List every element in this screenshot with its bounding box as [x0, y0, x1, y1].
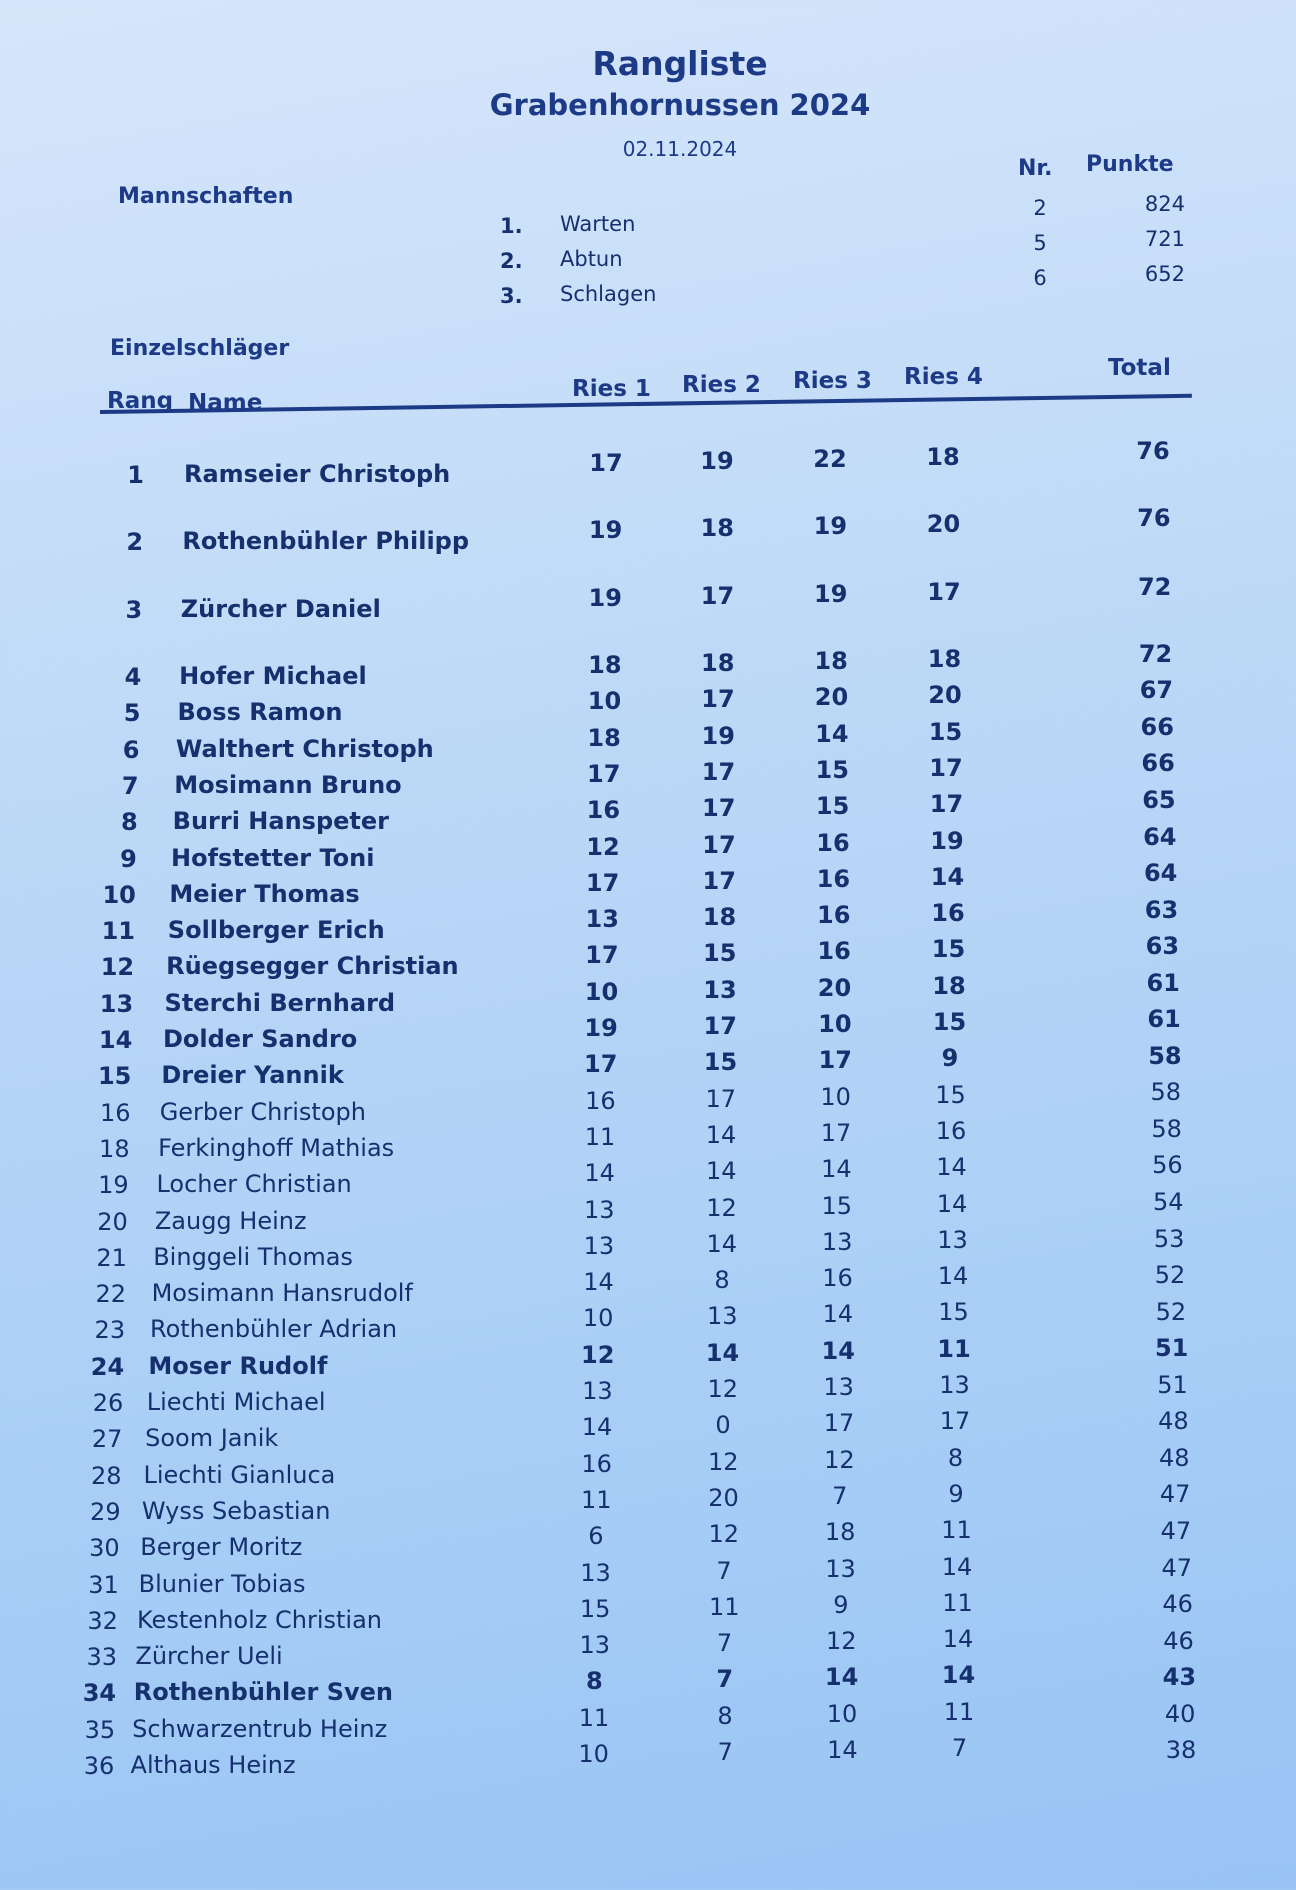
- team-nr: 2: [1033, 196, 1047, 220]
- row-ries1: 19: [588, 516, 623, 544]
- row-total: 51: [1157, 1370, 1188, 1399]
- row-name: Hofstetter Toni: [171, 843, 375, 872]
- row-ries1: 16: [586, 796, 621, 825]
- row-rank: 2: [126, 528, 144, 556]
- col-header-ries1: Ries 1: [572, 376, 651, 402]
- row-ries1: 19: [588, 584, 622, 612]
- row-ries3: 17: [818, 1046, 852, 1075]
- row-ries4: 13: [937, 1225, 968, 1254]
- row-name: Berger Moritz: [140, 1533, 303, 1562]
- row-rank: 4: [124, 663, 142, 691]
- row-ries1: 10: [584, 977, 619, 1006]
- row-ries2: 20: [708, 1483, 739, 1512]
- row-ries3: 16: [822, 1264, 853, 1293]
- row-name: Blunier Tobias: [138, 1569, 306, 1598]
- row-ries2: 18: [701, 649, 735, 677]
- row-total: 46: [1162, 1590, 1193, 1619]
- row-name: Kestenholz Christian: [137, 1605, 383, 1634]
- row-name: Wyss Sebastian: [141, 1496, 331, 1525]
- col-header-total: Total: [1108, 355, 1171, 381]
- table-row: [0, 504, 1296, 556]
- row-rank: 20: [97, 1207, 128, 1236]
- page-date: 02.11.2024: [622, 137, 738, 161]
- row-name: Rüegsegger Christian: [166, 952, 459, 981]
- row-name: Gerber Christoph: [159, 1097, 366, 1126]
- row-rank: 31: [88, 1570, 119, 1599]
- row-rank: 10: [102, 880, 136, 909]
- team-nr: 6: [1033, 266, 1047, 290]
- row-ries3: 15: [815, 792, 850, 821]
- team-name: Schlagen: [560, 282, 657, 306]
- row-rank: 6: [122, 735, 140, 764]
- table-row: [0, 1697, 1296, 1744]
- row-ries2: 14: [706, 1229, 738, 1258]
- table-row: [0, 1516, 1296, 1563]
- table-row: [0, 822, 1296, 873]
- row-total: 63: [1144, 895, 1179, 924]
- row-ries2: 7: [717, 1738, 733, 1766]
- row-rank: 19: [98, 1171, 129, 1200]
- table-row: [0, 1224, 1296, 1272]
- row-ries4: 18: [927, 645, 962, 673]
- row-ries1: 10: [587, 687, 622, 716]
- row-ries1: 13: [585, 905, 619, 934]
- team-points: 824: [1144, 192, 1185, 216]
- row-ries2: 8: [717, 1701, 733, 1730]
- row-ries2: 18: [700, 514, 734, 542]
- row-ries1: 10: [578, 1740, 609, 1768]
- row-ries4: 13: [939, 1371, 970, 1399]
- team-rank: 1.: [500, 214, 523, 238]
- team-points: 721: [1144, 227, 1185, 251]
- row-ries3: 10: [826, 1699, 858, 1728]
- row-ries4: 9: [941, 1044, 959, 1073]
- row-ries3: 10: [820, 1082, 851, 1111]
- row-ries3: 18: [824, 1518, 856, 1547]
- row-name: Mosimann Hansrudolf: [151, 1279, 413, 1308]
- row-rank: 29: [90, 1497, 121, 1526]
- row-total: 54: [1153, 1188, 1184, 1216]
- row-rank: 8: [120, 808, 138, 837]
- row-ries4: 14: [941, 1552, 973, 1581]
- table-row: [0, 1151, 1296, 1200]
- row-ries4: 15: [928, 717, 963, 746]
- row-ries3: 15: [815, 755, 849, 784]
- row-ries3: 14: [821, 1336, 855, 1365]
- row-total: 64: [1143, 859, 1178, 888]
- row-total: 72: [1138, 639, 1173, 668]
- row-name: Althaus Heinz: [130, 1751, 296, 1779]
- table-row: [0, 1297, 1296, 1345]
- table-row: [0, 1588, 1296, 1635]
- row-ries1: 17: [587, 759, 621, 788]
- row-ries3: 14: [824, 1663, 859, 1692]
- row-total: 61: [1147, 1005, 1181, 1034]
- row-rank: 26: [92, 1389, 124, 1417]
- row-ries2: 8: [714, 1266, 730, 1295]
- row-name: Schwarzentrub Heinz: [132, 1714, 388, 1743]
- table-row: [0, 1734, 1296, 1780]
- row-ries3: 13: [825, 1554, 856, 1583]
- table-row: [0, 1479, 1296, 1526]
- row-ries3: 17: [823, 1409, 855, 1438]
- row-ries2: 15: [703, 1048, 738, 1077]
- teams-col-points: Punkte: [1086, 152, 1174, 177]
- row-ries3: 16: [816, 864, 851, 893]
- row-ries4: 17: [929, 753, 963, 782]
- row-ries3: 13: [823, 1373, 854, 1401]
- row-total: 46: [1163, 1626, 1194, 1655]
- row-ries4: 17: [929, 790, 964, 819]
- row-ries1: 11: [578, 1703, 610, 1732]
- row-rank: 12: [100, 953, 135, 982]
- table-row: [0, 895, 1296, 946]
- row-ries1: 18: [588, 651, 622, 679]
- row-ries3: 10: [818, 1010, 852, 1038]
- row-ries4: 20: [928, 681, 962, 710]
- row-total: 66: [1141, 749, 1175, 778]
- row-rank: 5: [123, 699, 141, 728]
- row-ries2: 12: [706, 1193, 737, 1222]
- row-name: Rothenbühler Adrian: [149, 1315, 398, 1344]
- row-ries1: 17: [589, 449, 623, 477]
- row-ries4: 15: [935, 1080, 966, 1109]
- row-ries4: 11: [942, 1588, 973, 1617]
- row-ries4: 18: [926, 443, 960, 471]
- row-name: Ramseier Christoph: [184, 460, 451, 488]
- row-ries3: 19: [814, 580, 848, 608]
- row-rank: 33: [86, 1643, 117, 1672]
- row-ries1: 17: [585, 941, 619, 970]
- table-row: [0, 859, 1296, 909]
- row-ries4: 19: [930, 826, 964, 855]
- individuals-section-label: Einzelschläger: [110, 336, 290, 361]
- row-rank: 28: [90, 1461, 122, 1490]
- row-ries3: 14: [822, 1300, 854, 1329]
- row-rank: 3: [125, 596, 143, 624]
- row-ries1: 16: [581, 1449, 612, 1478]
- row-rank: 7: [121, 771, 139, 800]
- row-ries1: 13: [580, 1558, 611, 1587]
- row-name: Binggeli Thomas: [153, 1242, 353, 1271]
- row-ries3: 13: [821, 1227, 853, 1256]
- row-rank: 34: [82, 1679, 117, 1708]
- col-header-ries3: Ries 3: [793, 368, 872, 394]
- row-ries2: 13: [706, 1302, 738, 1331]
- row-ries2: 7: [716, 1556, 732, 1585]
- row-ries2: 17: [701, 685, 735, 714]
- table-row: [0, 932, 1296, 982]
- row-ries3: 17: [820, 1118, 852, 1147]
- team-rank: 3.: [500, 284, 523, 308]
- row-name: Soom Janik: [145, 1424, 279, 1453]
- row-ries3: 14: [815, 719, 849, 748]
- row-total: 61: [1146, 968, 1180, 997]
- row-ries1: 14: [581, 1413, 613, 1442]
- row-rank: 22: [95, 1280, 126, 1309]
- row-total: 58: [1151, 1114, 1182, 1143]
- row-total: 40: [1164, 1699, 1196, 1728]
- row-total: 47: [1159, 1480, 1191, 1509]
- row-name: Locher Christian: [156, 1170, 352, 1199]
- row-total: 48: [1158, 1407, 1189, 1436]
- row-name: Liechti Gianluca: [143, 1460, 336, 1489]
- row-ries1: 13: [583, 1195, 615, 1224]
- row-total: 67: [1139, 676, 1174, 705]
- row-total: 76: [1137, 504, 1171, 533]
- row-ries4: 11: [937, 1334, 971, 1363]
- row-ries4: 15: [938, 1298, 969, 1327]
- row-ries4: 11: [941, 1516, 972, 1545]
- row-ries4: 17: [927, 578, 961, 606]
- row-ries3: 20: [817, 973, 852, 1002]
- row-ries2: 17: [705, 1084, 737, 1113]
- row-ries2: 11: [708, 1592, 740, 1621]
- row-ries2: 14: [705, 1157, 737, 1186]
- row-ries4: 14: [937, 1262, 969, 1291]
- row-rank: 24: [90, 1352, 125, 1381]
- row-ries2: 12: [708, 1520, 740, 1549]
- row-total: 47: [1160, 1516, 1192, 1545]
- row-ries1: 12: [586, 832, 620, 861]
- row-ries1: 14: [584, 1159, 615, 1188]
- row-ries1: 18: [587, 723, 621, 752]
- row-ries1: 11: [580, 1485, 612, 1514]
- row-total: 66: [1140, 712, 1174, 741]
- row-name: Liechti Michael: [146, 1388, 326, 1416]
- row-ries2: 12: [707, 1447, 739, 1476]
- table-row: [0, 1261, 1296, 1309]
- row-rank: 36: [83, 1752, 115, 1780]
- row-total: 72: [1137, 572, 1172, 601]
- row-name: Sterchi Bernhard: [164, 988, 396, 1017]
- row-total: 58: [1150, 1078, 1182, 1107]
- row-ries3: 20: [814, 683, 849, 712]
- row-rank: 14: [98, 1026, 133, 1054]
- row-name: Hofer Michael: [179, 662, 367, 690]
- row-ries1: 12: [581, 1340, 615, 1369]
- row-ries1: 10: [582, 1304, 614, 1333]
- row-ries3: 19: [813, 512, 848, 540]
- team-nr: 5: [1033, 231, 1047, 255]
- row-name: Rothenbühler Sven: [133, 1678, 393, 1707]
- table-row: [0, 572, 1296, 624]
- table-row: [0, 1407, 1296, 1454]
- row-ries2: 7: [716, 1629, 733, 1658]
- row-ries4: 14: [941, 1661, 976, 1690]
- row-ries1: 6: [588, 1522, 604, 1551]
- col-header-rank: Rang: [107, 388, 174, 414]
- table-row: [0, 1334, 1296, 1381]
- row-total: 48: [1158, 1443, 1190, 1472]
- row-ries1: 17: [584, 1050, 618, 1079]
- row-ries3: 16: [817, 937, 851, 966]
- row-name: Rothenbühler Philipp: [182, 527, 470, 555]
- row-ries3: 14: [827, 1736, 858, 1764]
- row-ries2: 17: [701, 757, 736, 786]
- row-ries4: 16: [935, 1116, 967, 1145]
- row-name: Dolder Sandro: [162, 1025, 358, 1053]
- team-name: Warten: [560, 212, 636, 236]
- row-ries3: 22: [813, 445, 847, 473]
- col-header-ries4: Ries 4: [904, 364, 983, 390]
- row-ries2: 18: [702, 903, 737, 932]
- row-ries4: 8: [947, 1443, 964, 1472]
- table-row: [0, 1443, 1296, 1490]
- row-ries2: 17: [702, 866, 736, 895]
- row-ries4: 16: [931, 899, 965, 928]
- team-rank: 2.: [500, 249, 523, 273]
- row-ries4: 18: [932, 971, 966, 1000]
- row-ries4: 9: [948, 1479, 964, 1508]
- row-ries2: 19: [700, 447, 734, 475]
- table-row: [0, 1041, 1296, 1091]
- table-row: [0, 1114, 1296, 1163]
- row-name: Walthert Christoph: [175, 734, 434, 763]
- row-name: Zürcher Daniel: [180, 595, 381, 623]
- row-ries2: 0: [715, 1411, 731, 1440]
- table-row: [0, 1370, 1296, 1417]
- page-title: Rangliste: [592, 44, 768, 83]
- teams-col-nr: Nr.: [1018, 156, 1053, 181]
- row-ries1: 8: [586, 1667, 603, 1696]
- row-ries2: 14: [705, 1338, 740, 1367]
- row-name: Moser Rudolf: [148, 1351, 328, 1380]
- row-total: 65: [1142, 785, 1176, 814]
- row-rank: 21: [96, 1243, 127, 1272]
- row-ries1: 13: [582, 1377, 613, 1405]
- row-total: 53: [1153, 1224, 1185, 1253]
- row-total: 47: [1161, 1553, 1193, 1582]
- row-ries4: 14: [936, 1189, 968, 1218]
- row-rank: 15: [97, 1062, 132, 1091]
- row-ries1: 15: [579, 1594, 611, 1623]
- team-name: Abtun: [560, 247, 623, 271]
- table-row: [0, 1005, 1296, 1054]
- row-ries2: 14: [705, 1120, 737, 1149]
- row-ries2: 17: [703, 1012, 737, 1040]
- row-ries2: 17: [700, 582, 735, 610]
- row-total: 64: [1143, 822, 1177, 851]
- row-rank: 35: [84, 1715, 116, 1744]
- row-ries2: 15: [703, 939, 737, 968]
- row-ries4: 17: [939, 1407, 971, 1436]
- row-ries3: 16: [817, 901, 851, 930]
- row-rank: 13: [99, 989, 134, 1018]
- row-ries2: 17: [702, 830, 736, 859]
- row-ries2: 7: [716, 1665, 734, 1694]
- row-ries1: 16: [585, 1086, 616, 1115]
- table-row: [0, 1661, 1296, 1708]
- row-ries1: 13: [583, 1231, 615, 1260]
- row-ries4: 14: [936, 1153, 967, 1182]
- row-rank: 9: [120, 844, 137, 873]
- row-ries1: 17: [585, 868, 620, 897]
- col-header-name: Name: [188, 390, 263, 416]
- row-name: Mosimann Bruno: [174, 770, 402, 799]
- row-ries1: 13: [579, 1631, 611, 1660]
- row-ries2: 12: [707, 1375, 739, 1403]
- row-ries3: 16: [816, 828, 850, 857]
- row-ries3: 15: [821, 1191, 853, 1220]
- row-name: Zürcher Ueli: [135, 1642, 283, 1671]
- col-header-ries2: Ries 2: [682, 372, 761, 398]
- row-rank: 27: [91, 1425, 123, 1454]
- row-ries3: 9: [833, 1590, 849, 1619]
- row-name: Dreier Yannik: [161, 1061, 344, 1090]
- row-ries4: 11: [943, 1697, 975, 1726]
- row-ries4: 15: [931, 935, 966, 964]
- row-rank: 30: [89, 1534, 120, 1563]
- row-ries4: 14: [942, 1625, 974, 1654]
- row-ries3: 12: [824, 1445, 855, 1474]
- teams-section-label: Mannschaften: [118, 184, 294, 209]
- row-ries4: 15: [932, 1008, 967, 1036]
- table-row: [0, 1625, 1296, 1672]
- row-ries4: 7: [951, 1734, 968, 1762]
- table-row: [0, 1552, 1296, 1599]
- row-rank: 23: [94, 1316, 126, 1345]
- table-row: [0, 1078, 1296, 1127]
- row-total: 76: [1136, 437, 1170, 465]
- row-ries1: 19: [584, 1014, 618, 1042]
- table-row: [0, 437, 1296, 489]
- table-row: [0, 1188, 1296, 1236]
- row-name: Boss Ramon: [177, 698, 343, 727]
- row-ries2: 13: [703, 975, 737, 1004]
- row-rank: 1: [127, 461, 144, 489]
- row-name: Meier Thomas: [169, 879, 360, 908]
- table-row: [0, 968, 1296, 1018]
- row-total: 58: [1148, 1041, 1182, 1070]
- row-rank: 16: [99, 1098, 131, 1127]
- row-name: Zaugg Heinz: [154, 1206, 307, 1235]
- row-ries3: 18: [814, 647, 848, 675]
- row-rank: 32: [87, 1606, 118, 1635]
- team-points: 652: [1144, 262, 1185, 286]
- row-name: Ferkinghoff Mathias: [158, 1133, 395, 1162]
- row-ries3: 14: [821, 1155, 852, 1184]
- row-ries1: 14: [583, 1268, 614, 1297]
- row-total: 43: [1162, 1663, 1197, 1692]
- row-rank: 18: [99, 1134, 130, 1163]
- row-total: 51: [1154, 1334, 1189, 1363]
- row-ries3: 12: [825, 1627, 857, 1656]
- row-ries1: 11: [584, 1122, 616, 1151]
- row-name: Burri Hanspeter: [172, 807, 389, 836]
- row-total: 63: [1145, 932, 1180, 961]
- row-total: 52: [1154, 1261, 1186, 1290]
- page-subtitle: Grabenhornussen 2024: [489, 88, 871, 122]
- row-total: 38: [1165, 1736, 1197, 1765]
- row-total: 56: [1152, 1151, 1183, 1180]
- row-ries4: 14: [930, 862, 965, 891]
- row-ries3: 7: [832, 1481, 848, 1510]
- row-name: Sollberger Erich: [167, 916, 385, 945]
- row-rank: 11: [101, 917, 135, 946]
- row-ries2: 19: [701, 721, 735, 750]
- row-ries2: 17: [702, 794, 736, 823]
- row-ries4: 20: [926, 510, 961, 538]
- row-total: 52: [1155, 1297, 1187, 1326]
